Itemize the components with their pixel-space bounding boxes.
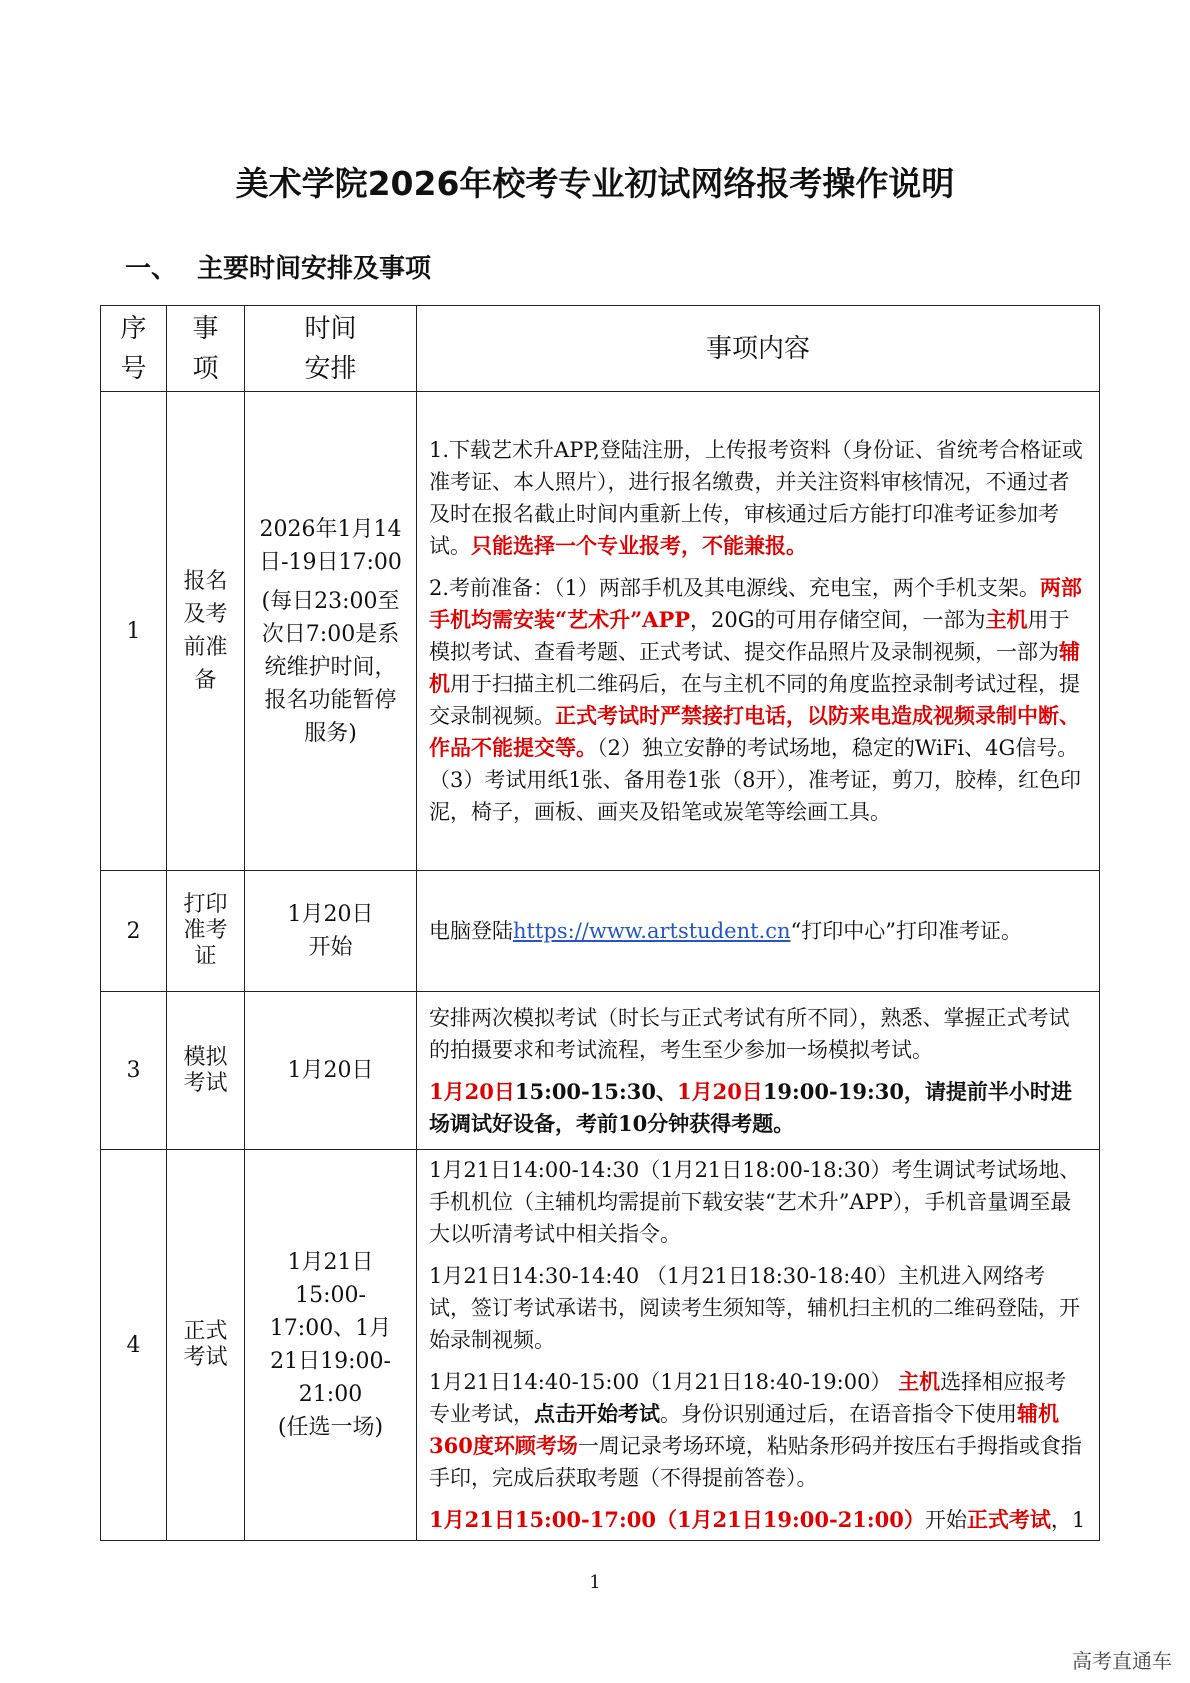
row-3-time: 1月20日	[245, 992, 417, 1150]
row-1-content	[417, 392, 1100, 871]
row-4-paragraph-4: 1月21日15:00-17:00（1月21日19:00-21:00）开始正式考试，1	[429, 1507, 1086, 1532]
section-title: 主要时间安排及事项	[197, 254, 432, 284]
row-4-content	[417, 1150, 1100, 1541]
table-header-row	[101, 306, 1100, 392]
section-heading	[125, 248, 431, 285]
header-item: 事项	[167, 306, 245, 392]
row-3-content	[417, 992, 1100, 1150]
header-serial: 序号	[101, 306, 167, 392]
row-4-time: 1月21日15:00-17:00、1月21日19:00-21:00 (任选一场)	[245, 1150, 417, 1541]
table-row	[101, 1150, 1100, 1541]
row-2-number: 2	[101, 871, 167, 992]
watermark: 高考直通车	[1072, 1649, 1172, 1673]
row-4-item: 正式考试	[167, 1150, 245, 1541]
row-4-paragraph-2: 1月21日14:30-14:40 （1月21日18:30-18:40）主机进入网络考试，签订考试承诺书，阅读考生须知等，辅机扫主机的二维码登陆，开始录制视频。	[429, 1264, 1080, 1352]
row-1-item: 报名及考前准备	[167, 392, 245, 871]
row-2-content	[417, 871, 1100, 992]
row-2-paragraph: 电脑登陆https://www.artstudent.cn“打印中心”打印准考证。	[429, 919, 1022, 943]
schedule-table	[100, 305, 1100, 1541]
row-4-paragraph-3: 1月21日14:40-15:00（1月21日18:40-19:00） 主机选择相应报考专业考试，点击开始考试。身份识别通过后，在语音指令下使用辅机360度环顾考场一周记录考场环境，粘贴条形码并按压右手拇指或食指手印，完成后获取考题（不得提前答卷）。	[429, 1369, 1082, 1490]
row-2-item: 打印准考证	[167, 871, 245, 992]
row-3-number: 3	[101, 992, 167, 1150]
table-row	[101, 871, 1100, 992]
row-4-paragraph-1: 1月21日14:00-14:30（1月21日18:00-18:30）考生调试考试场地、手机机位（主辅机均需提前下载安装“艺术升”APP），手机音量调至最大以听清考试中相关指令。	[429, 1158, 1081, 1246]
row-3-paragraph-2: 1月20日15:00-15:30、1月20日19:00-19:30，请提前半小时进场调试好设备，考前10分钟获得考题。	[429, 1078, 1072, 1136]
table-row	[101, 992, 1100, 1150]
header-content: 事项内容	[417, 306, 1100, 392]
header-time: 时间安排	[245, 306, 417, 392]
document-title: 美术学院2026年校考专业初试网络报考操作说明	[235, 164, 955, 203]
row-2-time: 1月20日开始	[245, 871, 417, 992]
page-number: 1	[589, 1572, 601, 1593]
row-3-item: 模拟考试	[167, 992, 245, 1150]
row-1-number: 1	[101, 392, 167, 871]
row-3-paragraph-1: 安排两次模拟考试（时长与正式考试有所不同），熟悉、掌握正式考试的拍摄要求和考试流程，考生至少参加一场模拟考试。	[429, 1005, 1070, 1062]
table-row	[101, 392, 1100, 871]
row-1-paragraph-1: 1.下载艺术升APP,登陆注册，上传报考资料（身份证、省统考合格证或准考证、本人照片），进行报名缴费，并关注资料审核情况，不通过者及时在报名截止时间内重新上传，审核通过后方能打印准考证参加考试。只能选择一个专业报考，不能兼报。	[429, 438, 1083, 558]
row-4-number: 4	[101, 1150, 167, 1541]
row-1-paragraph-2: 2.考前准备：（1）两部手机及其电源线、充电宝，两个手机支架。两部手机均需安装“艺术升”APP，20G的可用存储空间，一部为主机用于模拟考试、查看考题、正式考试、提交作品照片及录制视频，一部为辅机用于扫描主机二维码后，在与主机不同的角度监控录制考试过程，提交录制视频。正式考试时严禁接打电话，以防来电造成视频录制中断、作品不能提交等。（2）独立安静的考试场地，稳定的WiFi、4G信号。（3）考试用纸1张、备用卷1张（8开），准考证，剪刀，胶棒，红色印泥，椅子，画板、画夹及铅笔或炭笔等绘画工具。	[429, 575, 1082, 824]
artstudent-link[interactable]: https://www.artstudent.cn	[513, 919, 791, 943]
section-number: 一、	[125, 254, 178, 284]
row-1-time: 2026年1月14日-19日17:00 (每日23:00至次日7:00是系统维护时间，报名功能暂停服务)	[245, 392, 417, 871]
